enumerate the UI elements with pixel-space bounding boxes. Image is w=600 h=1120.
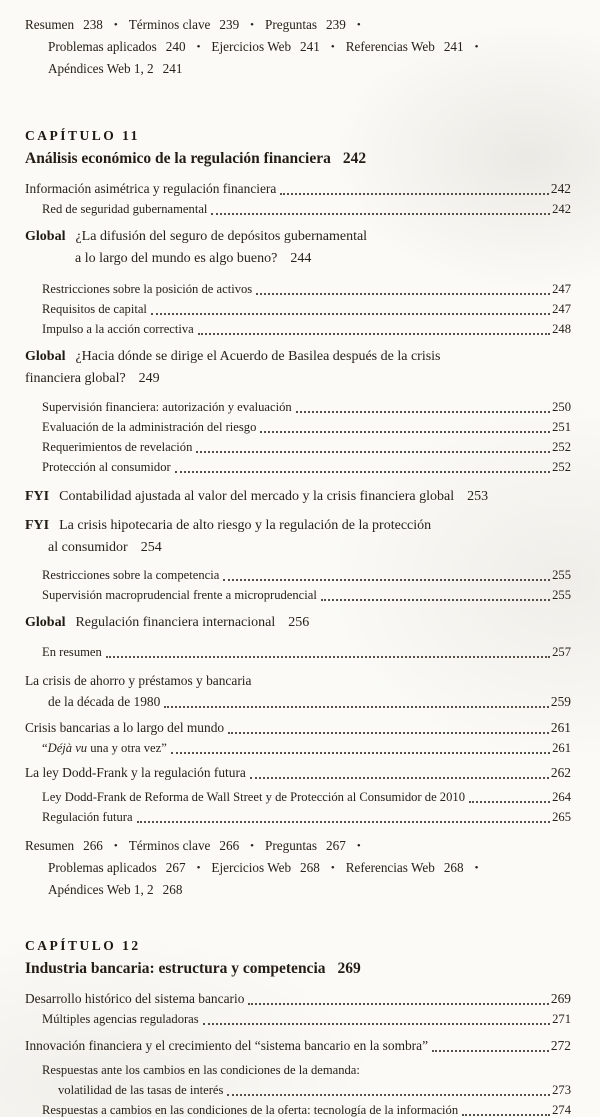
dot-leader	[151, 313, 550, 315]
toc-entry	[25, 787, 571, 807]
feature-title: Contabilidad ajustada al valor del mercado y la crisis financiera global	[59, 489, 455, 504]
end-matter-line	[25, 58, 571, 79]
dot-leader	[469, 801, 550, 803]
toc-entry	[25, 457, 571, 477]
page-number: 259	[550, 694, 571, 709]
page-number: 255	[552, 588, 571, 602]
chapter-title	[25, 148, 571, 169]
bullet-separator: •	[250, 19, 255, 31]
end-matter-item	[265, 838, 346, 853]
page-number: 244	[290, 251, 312, 266]
toc-entry-text: Información asimétrica y regulación financiera	[25, 181, 277, 196]
page-number: 272	[550, 1038, 571, 1053]
feature-title: ¿La difusión del seguro de depósitos gubernamental	[75, 229, 368, 244]
toc-entry-line1	[25, 670, 571, 691]
feature-entry	[25, 346, 571, 368]
end-matter-item	[129, 17, 239, 32]
end-matter-item	[129, 838, 239, 853]
end-matter-line	[25, 835, 571, 857]
page-number: 239	[326, 17, 346, 32]
dot-leader	[137, 821, 551, 823]
toc-entry	[25, 437, 571, 457]
toc-entry	[25, 1100, 571, 1120]
dot-leader	[280, 193, 549, 195]
toc-entry-continuation	[25, 691, 571, 712]
bullet-separator: •	[330, 862, 335, 874]
end-matter-label: Apéndices Web 1, 2	[48, 882, 154, 897]
page-number: 271	[552, 1012, 571, 1026]
feature-tag: Global	[25, 615, 66, 630]
toc-entry-continuation	[25, 1080, 571, 1100]
page-number: 266	[219, 838, 240, 853]
dot-leader	[203, 1023, 550, 1025]
page-number: 249	[138, 371, 160, 386]
end-matter-item	[48, 61, 182, 76]
bullet-separator: •	[113, 840, 118, 852]
page-number: 268	[162, 882, 183, 897]
toc-entry-text: Requerimientos de revelación	[42, 440, 193, 454]
toc-entry-text: Respuestas ante los cambios en las condiciones de la demanda:	[42, 1063, 360, 1077]
chapter-title	[25, 958, 571, 979]
toc-entry	[25, 642, 571, 662]
end-matter-label: Resumen	[25, 17, 75, 32]
end-matter-item	[25, 838, 103, 853]
toc-entry-text: Crisis bancarias a lo largo del mundo	[25, 720, 225, 735]
dot-leader	[223, 579, 550, 581]
end-matter-label: Preguntas	[265, 838, 318, 853]
bullet-separator: •	[474, 41, 479, 53]
bullet-separator: •	[356, 19, 361, 31]
dot-leader	[175, 471, 550, 473]
toc-entry-text: Impulso a la acción correctiva	[42, 322, 194, 336]
feature-tag: FYI	[25, 489, 50, 504]
dot-leader	[432, 1050, 549, 1052]
end-matter-label: Términos clave	[128, 838, 211, 853]
page-number: 251	[552, 420, 571, 434]
toc-entry-text: Red de seguridad gubernamental	[42, 202, 208, 216]
dot-leader	[196, 451, 550, 453]
dot-leader	[164, 706, 549, 708]
page-number: 247	[552, 302, 571, 316]
feature-entry	[25, 486, 571, 508]
end-matter-label: Problemas aplicados	[48, 860, 157, 875]
toc-entry-text: Evaluación de la administración del riesgo	[42, 420, 257, 434]
feature-title: financiera global?	[25, 371, 126, 386]
end-matter-item	[346, 860, 464, 875]
feature-tag: FYI	[25, 518, 50, 533]
page-number: 248	[552, 322, 571, 336]
toc-entry-text: Innovación financiera y el crecimiento del “sistema bancario en la sombra”	[25, 1038, 429, 1053]
toc-entry	[25, 199, 571, 219]
toc-entry-text: de la década de 1980	[48, 694, 161, 709]
page-number: 252	[552, 460, 571, 474]
dot-leader	[171, 752, 550, 754]
italic-phrase: Déjà vu	[47, 741, 88, 755]
dot-leader	[321, 599, 550, 601]
toc-entry-text: Respuestas a cambios en las condiciones de la oferta: tecnología de la información	[42, 1103, 459, 1117]
dot-leader	[106, 656, 550, 658]
toc-entry-text: Supervisión financiera: autorización y evaluación	[42, 400, 292, 414]
page-number: 264	[552, 790, 571, 804]
end-matter-item	[265, 17, 346, 32]
feature-entry	[25, 515, 571, 537]
end-matter-item	[25, 17, 103, 32]
toc-entry-line1	[25, 1060, 571, 1080]
page-number: 254	[140, 540, 162, 555]
quote-open: “	[42, 741, 48, 755]
toc-entry	[25, 738, 571, 758]
bullet-separator: •	[250, 840, 255, 852]
page-number: 266	[83, 838, 103, 853]
feature-entry-continuation	[25, 537, 571, 559]
page-number: 241	[443, 39, 464, 54]
toc-entry	[25, 565, 571, 585]
page-number: 241	[162, 61, 183, 76]
end-matter-item	[48, 882, 182, 897]
toc-entry-text: Múltiples agencias reguladoras	[42, 1012, 199, 1026]
dot-leader	[250, 777, 549, 779]
page-number: 253	[467, 489, 489, 504]
feature-entry-continuation	[25, 248, 571, 270]
feature-title: Regulación financiera internacional	[75, 615, 276, 630]
feature-title: ¿Hacia dónde se dirige el Acuerdo de Basilea después de la crisis	[75, 349, 441, 364]
page-number: 241	[300, 39, 320, 54]
end-matter-line	[25, 879, 571, 900]
chapter-label: CAPÍTULO 11	[25, 128, 140, 143]
toc-entry	[25, 988, 571, 1009]
toc-entry	[25, 762, 571, 783]
feature-entry	[25, 226, 571, 248]
end-matter-item	[346, 39, 464, 54]
end-matter-label: Ejercicios Web	[211, 39, 292, 54]
feature-entry-continuation	[25, 368, 571, 390]
feature-tag: Global	[25, 349, 66, 364]
toc-entry-text: Protección al consumidor	[42, 460, 171, 474]
end-matter-line	[25, 857, 571, 879]
page-number: 269	[550, 991, 571, 1006]
bullet-separator: •	[196, 41, 201, 53]
toc-entry	[25, 299, 571, 319]
quote-close: una y otra vez”	[87, 741, 167, 755]
page-number: 261	[550, 720, 571, 735]
end-matter-label: Ejercicios Web	[211, 860, 292, 875]
toc-entry	[25, 397, 571, 417]
toc-entry-text: Supervisión macroprudencial frente a microprudencial	[42, 588, 317, 602]
page-number: 269	[337, 960, 361, 977]
toc-entry	[25, 807, 571, 827]
page-number: 265	[552, 810, 571, 824]
bullet-separator: •	[196, 862, 201, 874]
end-matter-line	[25, 14, 571, 36]
toc-entry-text: Regulación futura	[42, 810, 133, 824]
page-number: 257	[552, 645, 571, 659]
dot-leader	[227, 1094, 550, 1096]
end-matter-item	[211, 39, 319, 54]
toc-entry	[25, 417, 571, 437]
dot-leader	[248, 1003, 549, 1005]
dot-leader	[260, 431, 550, 433]
end-matter-label: Apéndices Web 1, 2	[48, 61, 154, 76]
end-matter-label: Referencias Web	[345, 39, 435, 54]
chapter-label: CAPÍTULO 12	[25, 938, 141, 953]
page-number: 268	[443, 860, 464, 875]
page-number: 255	[552, 568, 571, 582]
toc-entry-text: Ley Dodd-Frank de Reforma de Wall Street y de Protección al Consumidor de 2010	[42, 790, 465, 804]
toc-entry	[25, 585, 571, 605]
page-number: 268	[300, 860, 320, 875]
page-number: 256	[288, 615, 310, 630]
toc-entry-text: La ley Dodd-Frank y la regulación futura	[25, 765, 246, 780]
feature-entry	[25, 612, 571, 634]
page-number: 274	[552, 1103, 571, 1117]
page-number: 247	[552, 282, 571, 296]
page-number: 242	[550, 181, 571, 196]
page-number: 273	[552, 1083, 571, 1097]
page-number: 242	[552, 202, 571, 216]
page-number: 239	[219, 17, 240, 32]
end-matter-label: Términos clave	[128, 17, 211, 32]
page-number: 238	[83, 17, 103, 32]
page-number: 267	[326, 838, 346, 853]
toc-entry-text: Restricciones sobre la competencia	[42, 568, 220, 582]
page-number: 267	[165, 860, 186, 875]
dot-leader	[256, 293, 550, 295]
bullet-separator: •	[113, 19, 118, 31]
page-number: 240	[165, 39, 186, 54]
end-matter-line	[25, 36, 571, 58]
end-matter-label: Problemas aplicados	[48, 39, 157, 54]
page-number: 252	[552, 440, 571, 454]
toc-entry-text: Desarrollo histórico del sistema bancario	[25, 991, 245, 1006]
toc-entry	[25, 1035, 571, 1056]
feature-title: La crisis hipotecaria de alto riesgo y la regulación de la protección	[59, 518, 432, 533]
toc-entry	[25, 279, 571, 299]
page-number: 262	[550, 765, 571, 780]
dot-leader	[296, 411, 550, 413]
bullet-separator: •	[356, 840, 361, 852]
dot-leader	[198, 333, 550, 335]
feature-tag: Global	[25, 229, 66, 244]
toc-entry-text: La crisis de ahorro y préstamos y bancaria	[25, 673, 252, 688]
end-matter-label: Preguntas	[265, 17, 318, 32]
bullet-separator: •	[474, 862, 479, 874]
toc-entry-text	[42, 738, 167, 758]
toc-entry	[25, 319, 571, 339]
page-number: 242	[342, 150, 367, 167]
chapter-title-text: Análisis económico de la regulación financiera	[25, 150, 331, 167]
end-matter-label: Referencias Web	[345, 860, 435, 875]
toc-entry-text: En resumen	[42, 645, 102, 659]
toc-entry-text: Requisitos de capital	[42, 302, 147, 316]
toc-entry-text: volatilidad de las tasas de interés	[58, 1083, 224, 1097]
dot-leader	[462, 1114, 550, 1116]
end-matter-item	[48, 860, 186, 875]
page-number: 250	[552, 400, 571, 414]
toc-entry	[25, 717, 571, 738]
feature-title: al consumidor	[48, 540, 128, 555]
toc-entry	[25, 178, 571, 199]
toc-entry	[25, 1009, 571, 1029]
end-matter-item	[48, 39, 186, 54]
end-matter-label: Resumen	[25, 838, 75, 853]
chapter-title-text: Industria bancaria: estructura y competencia	[25, 960, 326, 977]
dot-leader	[211, 213, 550, 215]
end-matter-item	[211, 860, 319, 875]
dot-leader	[228, 732, 549, 734]
page-number: 261	[552, 741, 571, 755]
bullet-separator: •	[330, 41, 335, 53]
toc-entry-text: Restricciones sobre la posición de activos	[42, 282, 253, 296]
feature-title: a lo largo del mundo es algo bueno?	[75, 251, 278, 266]
